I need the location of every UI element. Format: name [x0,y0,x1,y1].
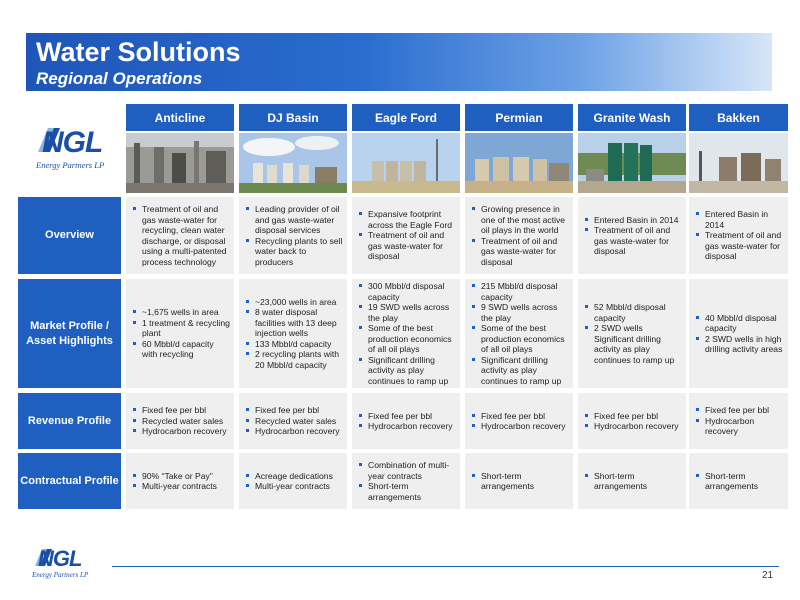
grid-cell [689,279,788,388]
bullet-item: 2 SWD wells in high drilling activity areas [694,334,784,355]
bullet-list [357,281,456,386]
bullet-list [131,307,230,360]
bullet-item: Fixed fee per bbl [694,405,784,416]
bullet-item: ~23,000 wells in area [244,297,343,308]
bullet-item: Hydrocarbon recovery [583,421,682,432]
grid-cell [239,453,347,509]
grid-cell [689,453,788,509]
region-header-permian: Permian [465,104,573,131]
row-label-market-profile: Market Profile / Asset Highlights [18,279,121,388]
bullet-item: 8 water disposal facilities with 13 deep injection wells [244,307,343,339]
bullet-list [244,405,343,437]
bullet-item: 9 SWD wells across the play [470,302,569,323]
bullet-item: Leading provider of oil and gas waste-water disposal services [244,204,343,236]
grid-cell [578,279,686,388]
footer-logo-mark: NGL [38,546,82,571]
bullet-list [244,297,343,371]
bullet-item: 215 Mbbl/d disposal capacity [470,281,569,302]
bullet-item: 40 Mbbl/d disposal capacity [694,313,784,334]
grid-cell [465,279,573,388]
bullet-item: Fixed fee per bbl [131,405,230,416]
permian-facility-photo [465,133,573,193]
eagle-ford-facility-photo [352,133,460,193]
row-label-overview: Overview [18,197,121,274]
grid-cell [689,197,788,274]
row-label-contractual-profile: Contractual Profile [18,453,121,509]
bullet-item: Fixed fee per bbl [357,411,456,422]
bullet-item: Treatment of oil and gas waste-water for disposal [357,230,456,262]
bullet-item: Short-term arrangements [694,471,784,492]
footer-logo [32,546,112,582]
bullet-list [244,204,343,267]
grid-cell [126,453,234,509]
bullet-item: Short-term arrangements [470,471,569,492]
anticline-facility-photo [126,133,234,193]
bullet-item: Short-term arrangements [583,471,682,492]
region-header-dj-basin: DJ Basin [239,104,347,131]
bullet-item: Recycled water sales [131,416,230,427]
bullet-list [357,209,456,262]
page-number: 21 [762,570,774,581]
bullet-item: 2 SWD wells Significant drilling activity as play continues to ramp up [583,323,682,365]
bullet-list [694,209,784,262]
grid-cell [239,197,347,274]
bullet-item: Fixed fee per bbl [244,405,343,416]
bullet-item: Multi-year contracts [244,481,343,492]
grid-cell [465,453,573,509]
bullet-item: ~1,675 wells in area [131,307,230,318]
region-header-anticline: Anticline [126,104,234,131]
grid-cell [352,279,460,388]
bullet-list [470,411,569,432]
bullet-list [583,215,682,257]
bullet-list [583,411,682,432]
grid-cell [578,453,686,509]
grid-cell [239,393,347,449]
grid-cell [465,393,573,449]
grid-cell [689,393,788,449]
bullet-item: Entered Basin in 2014 [583,215,682,226]
bullet-item: Hydrocarbon recovery [244,426,343,437]
title-banner [26,33,772,91]
bullet-item: Treatment of oil and gas waste-water for disposal [470,236,569,268]
bullet-list [470,471,569,492]
footer-logo-tagline: Energy Partners LP [32,571,89,579]
grid-cell [352,453,460,509]
bullet-item: 52 Mbbl/d disposal capacity [583,302,682,323]
grid-cell [465,197,573,274]
bullet-item: Treatment of oil and gas waste-water for disposal [694,230,784,262]
bullet-list [131,471,230,492]
grid-cell [352,393,460,449]
bullet-item: Treatment of oil and gas waste-water for recycling, clean water discharge, or disposal using a multi-patented process technology [131,204,230,267]
bullet-item: Fixed fee per bbl [470,411,569,422]
grid-cell [352,197,460,274]
grid-cell [578,197,686,274]
bullet-item: Short-term arrangements [357,481,456,502]
bullet-item: Acreage dedications [244,471,343,482]
region-header-granite-wash: Granite Wash [578,104,686,131]
granite-wash-facility-photo [578,133,686,193]
footer-divider [112,566,779,567]
region-header-eagle-ford: Eagle Ford [352,104,460,131]
grid-cell [126,393,234,449]
bullet-item: Entered Basin in 2014 [694,209,784,230]
bullet-item: 19 SWD wells across the play [357,302,456,323]
dj-basin-facility-photo [239,133,347,193]
bullet-list [357,460,456,502]
bullet-item: Hydrocarbon recovery [470,421,569,432]
bullet-item: 2 recycling plants with 20 Mbbl/d capacity [244,349,343,370]
page-title: Water Solutions [36,37,241,67]
bullet-item: Recycling plants to sell water back to producers [244,236,343,268]
bullet-item: Combination of multi-year contracts [357,460,456,481]
grid-cell [126,279,234,388]
grid-cell [578,393,686,449]
bullet-item: Significant drilling activity as play continues to ramp up [470,355,569,387]
logo-mark: NGL [42,126,103,159]
bullet-item: Growing presence in one of the most active oil plays in the world [470,204,569,236]
bullet-list [694,313,784,355]
grid-cell [239,279,347,388]
bullet-item: 300 Mbbl/d disposal capacity [357,281,456,302]
bullet-item: Fixed fee per bbl [583,411,682,422]
bullet-list [470,281,569,386]
bullet-item: Some of the best production economics of all oil plays [357,323,456,355]
bullet-list [583,302,682,365]
bullet-list [583,471,682,492]
bullet-item: Multi-year contracts [131,481,230,492]
bullet-list [244,471,343,492]
bullet-list [131,204,230,267]
bullet-item: 1 treatment & recycling plant [131,318,230,339]
bakken-facility-photo [689,133,788,193]
bullet-list [694,405,784,437]
bullet-item: Recycled water sales [244,416,343,427]
bullet-list [694,471,784,492]
bullet-list [470,204,569,267]
logo-tagline: Energy Partners LP [36,160,105,170]
bullet-item: Hydrocarbon recovery [694,416,784,437]
bullet-item: Expansive footprint across the Eagle Ford [357,209,456,230]
bullet-item: Hydrocarbon recovery [357,421,456,432]
bullet-item: Some of the best production economics of all oil plays [470,323,569,355]
company-logo [34,124,114,174]
bullet-item: 60 Mbbl/d capacity with recycling [131,339,230,360]
grid-cell [126,197,234,274]
bullet-item: 90% “Take or Pay” [131,471,230,482]
region-header-bakken: Bakken [689,104,788,131]
bullet-item: 133 Mbbl/d capacity [244,339,343,350]
bullet-item: Significant drilling activity as play continues to ramp up [357,355,456,387]
bullet-item: Treatment of oil and gas waste-water for disposal [583,225,682,257]
bullet-item: Hydrocarbon recovery [131,426,230,437]
page-subtitle: Regional Operations [36,69,203,88]
bullet-list [357,411,456,432]
bullet-list [131,405,230,437]
row-label-revenue-profile: Revenue Profile [18,393,121,449]
